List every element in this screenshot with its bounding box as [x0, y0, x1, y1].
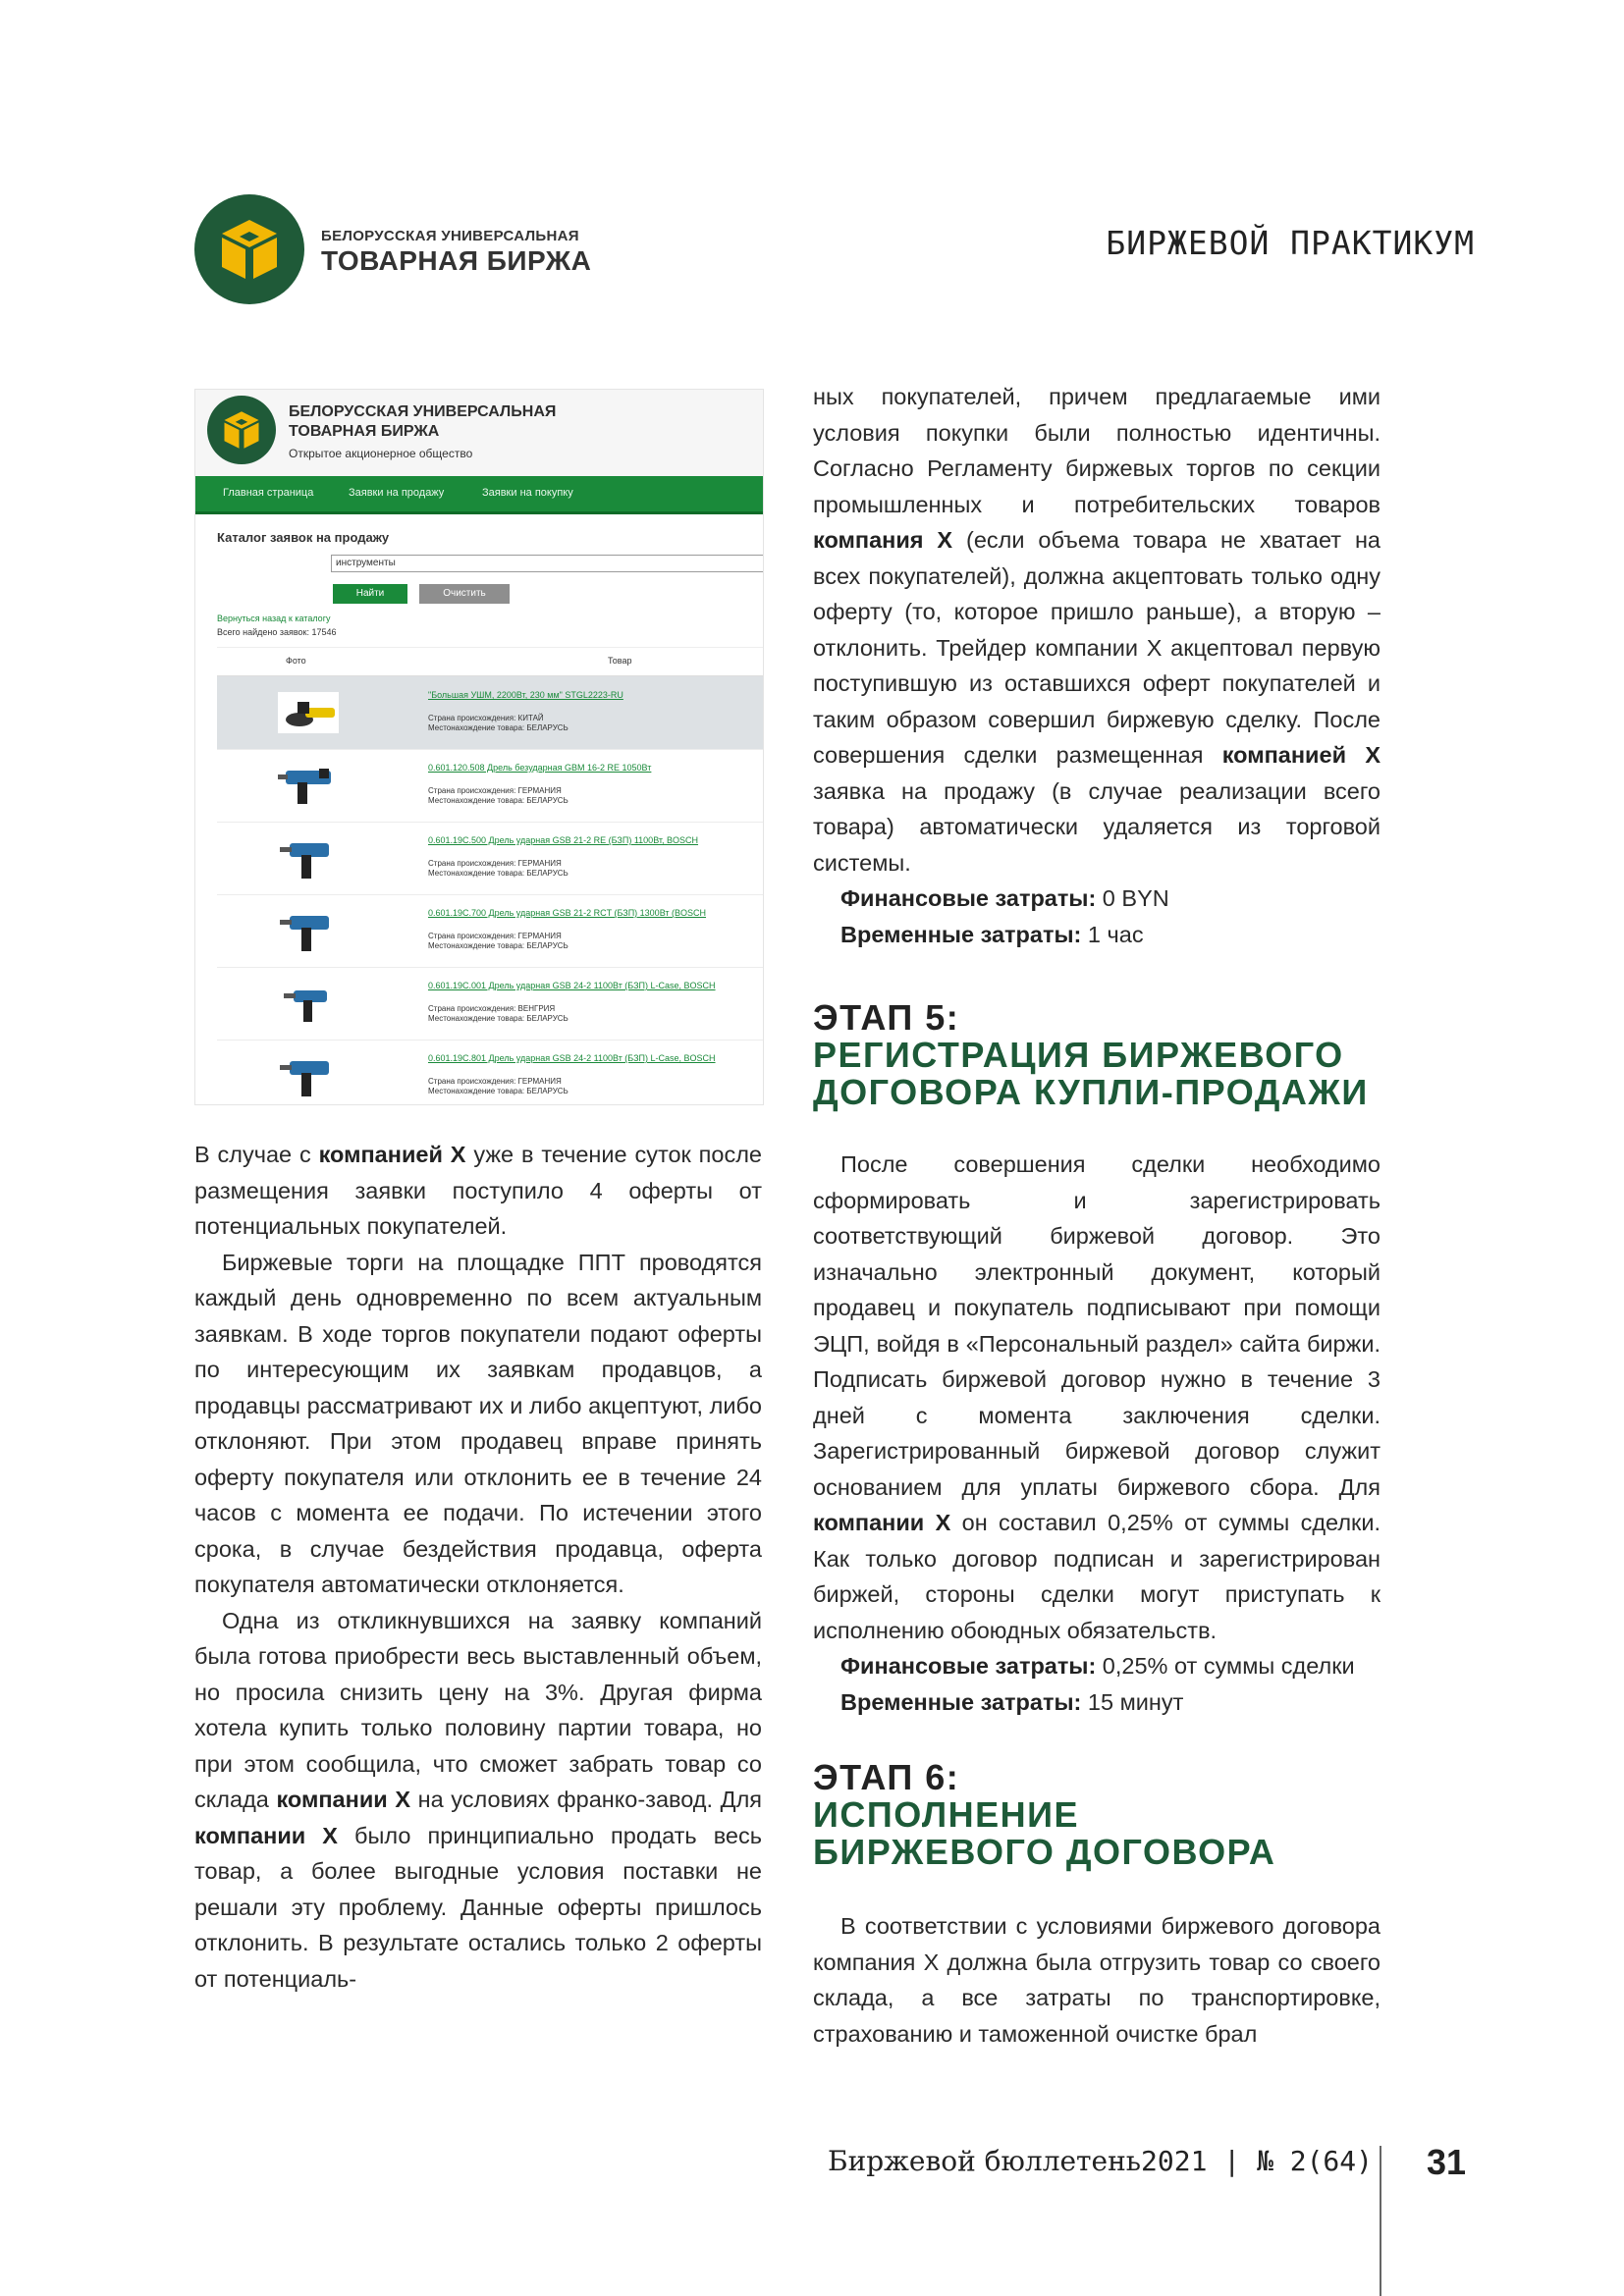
find-button[interactable]: Найти: [333, 584, 407, 604]
order-link[interactable]: "Большая УШМ, 2200Вт, 230 мм" STGL2223-RU: [428, 690, 623, 700]
drill-image: [276, 908, 341, 953]
origin-text: Страна происхождения: ГЕРМАНИЯ: [428, 1077, 562, 1086]
column-goods: Товар: [608, 656, 632, 666]
back-to-catalog-link[interactable]: Вернуться назад к каталогу: [217, 614, 331, 623]
site-header: [195, 390, 764, 476]
paragraph: Биржевые торги на площадке ППТ проводятся каждый день одновременно по всем актуальным заявкам. В ходе торгов покупатели подают оферты по интересующим их заявкам продавцов, а продавцы рассматривают их и либо акцептуют, либо отклоняют. При этом продавец вправе принять оферту покупателя или отклонить ее в течение 24 часов с момента ее подачи. По истечении этого срока, в случае бездействия продавца, оферта покупателя автоматически отклоняется.: [194, 1249, 762, 1597]
stage6-heading: [813, 1759, 1275, 1871]
footer-divider: [1380, 2146, 1381, 2296]
exchange-website-screenshot: [194, 389, 764, 1105]
nav-home[interactable]: Главная страница: [223, 487, 314, 499]
logo-subtitle: БЕЛОРУССКАЯ УНИВЕРСАЛЬНАЯ: [321, 228, 579, 244]
results-count: Всего найдено заявок: 17546: [217, 627, 337, 637]
section-title: БИРЖЕВОЙ ПРАКТИКУМ: [1106, 224, 1475, 262]
stage6-title-line1: ИСПОЛНЕНИЕ: [813, 1794, 1080, 1835]
drill-image: [276, 981, 341, 1026]
stage5-heading: [813, 999, 1369, 1111]
location-text: Местонахождение товара: БЕЛАРУСЬ: [428, 1014, 568, 1023]
issue-number: 2021 | № 2(64): [1141, 2145, 1374, 2177]
table-row[interactable]: [217, 894, 764, 968]
column-photo: Фото: [286, 656, 306, 666]
table-header: [217, 647, 764, 676]
stage5-number: ЭТАП 5:: [813, 997, 960, 1038]
location-text: Местонахождение товара: БЕЛАРУСЬ: [428, 869, 568, 878]
order-link[interactable]: 0.601.19C.001 Дрель ударная GSB 24-2 1100Вт (БЗП) L-Case, BOSCH: [428, 981, 716, 990]
paragraph: После совершения сделки необходимо сформировать и зарегистрировать соответствующий биржевой договор. Это изначально электронный документ, который продавец и покупатель подписывают при помощи ЭЦП, войдя в «Персональный раздел» сайта биржи. Подписать биржевой договор нужно в течение 3 дней с момента заключения сделки. Зарегистрированный биржевой договор служит основанием для уплаты биржевого сбора. Для компании X он составил 0,25% от суммы сделки. Как только договор подписан и зарегистрирован биржей, стороны сделки могут приступать к исполнению обоюдных обязательств.: [813, 1151, 1380, 1643]
paragraph: В случае с компанией X уже в течение суток после размещения заявки поступило 4 оферты от потенциальных покупателей.: [194, 1142, 762, 1239]
location-text: Местонахождение товара: БЕЛАРУСЬ: [428, 723, 568, 732]
origin-text: Страна происхождения: КИТАЙ: [428, 714, 544, 722]
table-row[interactable]: [217, 676, 764, 750]
table-row[interactable]: [217, 1040, 764, 1105]
order-link[interactable]: 0.601.19C.500 Дрель ударная GSB 21-2 RE (БЗП) 1100Вт, BOSCH: [428, 835, 699, 845]
right-column-top: [813, 379, 1380, 952]
site-title-line1: БЕЛОРУССКАЯ УНИВЕРСАЛЬНАЯ: [289, 403, 557, 420]
table-row[interactable]: [217, 967, 764, 1041]
stage6-number: ЭТАП 6:: [813, 1757, 960, 1797]
order-link[interactable]: 0.601.120.508 Дрель безударная GBM 16-2 RE 1050Вт: [428, 763, 652, 773]
origin-text: Страна происхождения: ГЕРМАНИЯ: [428, 932, 562, 940]
order-link[interactable]: 0.601.19C.801 Дрель ударная GSB 24-2 1100Вт (БЗП) L-Case, BOSCH: [428, 1053, 716, 1063]
financial-costs: Финансовые затраты: 0,25% от суммы сделки: [840, 1653, 1355, 1679]
paragraph: ных покупателей, причем предлагаемые ими условия покупки были полностью идентичны. Согласно Регламенту биржевых торгов по секции промышленных и потребительских товаров компания X (если объема товара не хватает на всех покупателей), должна акцептовать только одну оферту (то, которое пришло раньше), а вторую – отклонить. Трейдер компании X акцептовал первую поступившую из оставшихся оферт покупателей и таким образом совершил биржевую сделку. После совершения сделки размещенная компанией X заявка на продажу (в случае реализации всего товара) автоматически удаляется из торговой системы.: [813, 384, 1380, 876]
site-title-line2: ТОВАРНАЯ БИРЖА: [289, 423, 440, 440]
journal-name: Биржевой бюллетень: [828, 2145, 1142, 2177]
logo-title: ТОВАРНАЯ БИРЖА: [321, 245, 592, 276]
stage5-title-line1: РЕГИСТРАЦИЯ БИРЖЕВОГО: [813, 1035, 1344, 1075]
drill-image: [276, 1053, 341, 1098]
order-link[interactable]: 0.601.19C.700 Дрель ударная GSB 21-2 RCT (БЗП) 1300Вт (BOSCH: [428, 908, 707, 918]
time-costs: Временные затраты: 15 минут: [840, 1688, 1184, 1715]
exchange-logo: [194, 194, 304, 304]
grinder-image: [276, 690, 341, 735]
site-logo: [207, 396, 276, 464]
cube-logo-icon: [207, 396, 276, 464]
catalog-title: Каталог заявок на продажу: [217, 530, 390, 545]
search-input[interactable]: инструменты: [331, 555, 764, 572]
origin-text: Страна происхождения: ВЕНГРИЯ: [428, 1004, 556, 1013]
location-text: Местонахождение товара: БЕЛАРУСЬ: [428, 1087, 568, 1095]
left-column: [194, 1137, 762, 1997]
stage6-title-line2: БИРЖЕВОГО ДОГОВОРА: [813, 1832, 1276, 1872]
table-row[interactable]: [217, 749, 764, 823]
drill-image: [276, 835, 341, 881]
time-costs: Временные затраты: 1 час: [840, 921, 1144, 947]
paragraph: В соответствии с условиями биржевого договора компания X должна была отгрузить товар со своего склада, а все затраты по транспортировке, страхованию и таможенной очистке брал: [813, 1913, 1380, 2047]
location-text: Местонахождение товара: БЕЛАРУСЬ: [428, 941, 568, 950]
right-column-stage6: [813, 1908, 1380, 2052]
stage5-title-line2: ДОГОВОРА КУПЛИ-ПРОДАЖИ: [813, 1072, 1369, 1112]
nav-sell-orders[interactable]: Заявки на продажу: [349, 487, 445, 499]
financial-costs: Финансовые затраты: 0 BYN: [840, 885, 1169, 911]
nav-buy-orders[interactable]: Заявки на покупку: [482, 487, 573, 499]
location-text: Местонахождение товара: БЕЛАРУСЬ: [428, 796, 568, 805]
clear-button[interactable]: Очистить: [419, 584, 510, 604]
paragraph: Одна из откликнувшихся на заявку компаний была готова приобрести весь выставленный объем, но просила снизить цену на 3%. Другая фирма хотела купить только половину партии товара, но при этом сообщила, что сможет забрать товар со склада компании X на условиях франко-завод. Для компании X было принципиально продать весь товар, а более выгодные условия поставки не решали эту проблему. Данные оферты пришлось отклонить. В результате остались только 2 оферты от потенциаль-: [194, 1607, 763, 1992]
origin-text: Страна происхождения: ГЕРМАНИЯ: [428, 859, 562, 868]
cube-logo-icon: [194, 194, 304, 304]
origin-text: Страна происхождения: ГЕРМАНИЯ: [428, 786, 562, 795]
drill-image: [276, 763, 341, 808]
page-number: 31: [1427, 2142, 1467, 2182]
right-column-stage5: [813, 1147, 1380, 1720]
site-title-line3: Открытое акционерное общество: [289, 447, 473, 460]
site-nav: [195, 476, 764, 514]
table-row[interactable]: [217, 822, 764, 895]
